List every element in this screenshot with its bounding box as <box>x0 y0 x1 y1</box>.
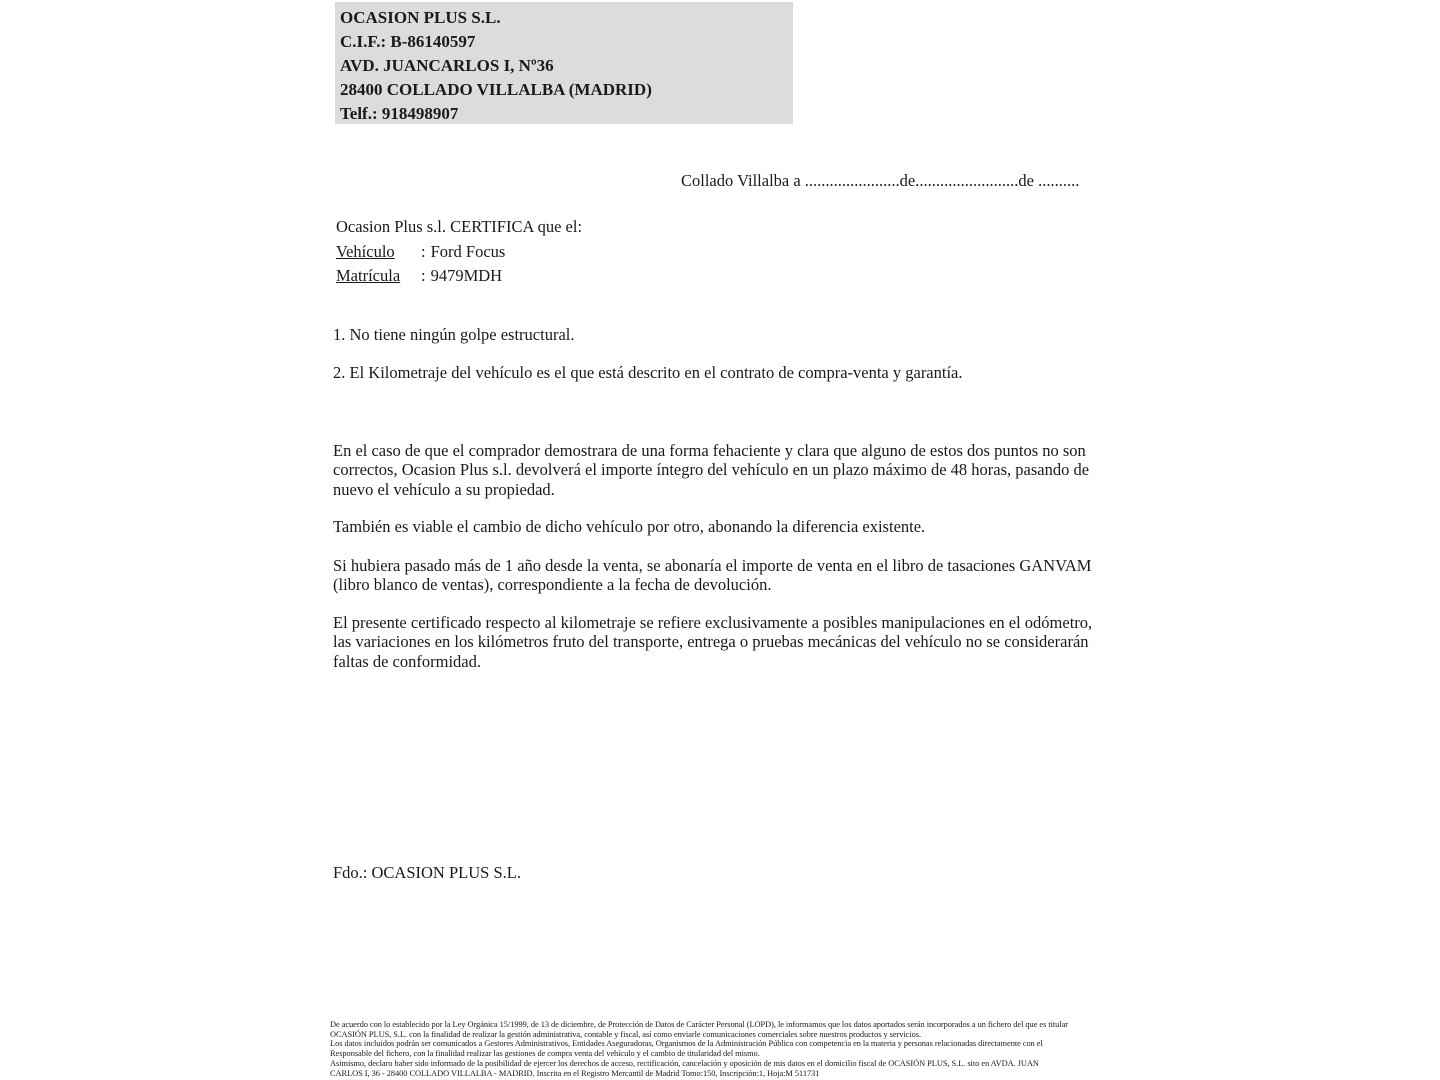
company-address: AVD. JUANCARLOS I, Nº36 <box>340 56 554 75</box>
company-header-box <box>335 2 793 124</box>
company-phone: Telf.: 918498907 <box>340 104 459 123</box>
date-fill-in-line: Collado Villalba a .......................de.........................de .......... <box>681 171 1080 190</box>
vehicle-value: Ford Focus <box>430 242 506 261</box>
exchange-paragraph: También es viable el cambio de dicho vehículo por otro, abonando la diferencia existente. <box>333 517 926 536</box>
signature-line: Fdo.: OCASION PLUS S.L. <box>333 863 521 882</box>
company-cif: C.I.F.: B-86140597 <box>340 32 476 51</box>
legal-footer <box>330 1020 1068 1078</box>
legal-line-6: CARLOS I, 36 - 28400 COLLADO VILLALBA - MADRID. Inscrita en el Registro Mercantil de Madrid Tomo:150, Inscripción:1, Hoja:M 511731 <box>330 1068 820 1078</box>
plate-field-row <box>336 264 505 288</box>
odometer-paragraph: El presente certificado respecto al kilometraje se refiere exclusivamente a posibles manipulaciones en el odómetro, las variaciones en los kilómetros fruto del transporte, entrega o pruebas mecánicas del vehículo no se considerarán faltas de conformidad. <box>333 613 1093 671</box>
legal-line-1: De acuerdo con lo establecido por la Ley Orgánica 15/1999, de 13 de diciembre, de Protección de Datos de Carácter Personal (LOPD), le informamos que los datos aportados serán incorporados a un fichero del que es titular <box>330 1020 1068 1029</box>
vehicle-field-row <box>336 240 505 264</box>
refund-paragraph: En el caso de que el comprador demostrara de una forma fehaciente y clara que alguno de estos dos puntos no son correctos, Ocasion Plus s.l. devolverá el importe íntegro del vehículo en un plazo máximo de 48 horas, pasando de nuevo el vehículo a su propiedad. <box>333 441 1090 499</box>
certified-point-1: 1. No tiene ningún golpe estructural. <box>333 325 575 344</box>
certified-point-2: 2. El Kilometraje del vehículo es el que está descrito en el contrato de compra-venta y garantía. <box>333 363 963 382</box>
legal-line-3: Los datos incluidos podrán ser comunicados a Gestores Administrativos, Entidades Aseguradoras, Organismos de la Administración Pública con competencia en la materia y personas relacionadas directamente con el <box>330 1039 1043 1049</box>
legal-line-4: Responsable del fichero, con la finalidad realizar las gestiones de compra venta del vehículo y el cambio de titularidad del mismo. <box>330 1049 760 1059</box>
legal-line-2: OCASIÓN PLUS, S.L. con la finalidad de realizar la gestión administrativa, contable y fiscal, así como enviarle comunicaciones comerciales sobre nuestros productos y servicios. <box>330 1029 922 1039</box>
certify-intro-line: Ocasion Plus s.l. CERTIFICA que el: <box>336 217 583 236</box>
vehicle-colon: : <box>421 242 426 261</box>
company-name: OCASION PLUS S.L. <box>340 8 501 27</box>
vehicle-fields <box>336 240 505 287</box>
ganvam-paragraph: Si hubiera pasado más de 1 año desde la venta, se abonaría el importe de venta en el libro de tasaciones GANVAM (libro blanco de ventas), correspondiente a la fecha de devolución. <box>333 556 1092 595</box>
plate-label: Matrícula <box>336 265 401 285</box>
plate-colon: : <box>421 265 426 285</box>
vehicle-label: Vehículo <box>336 242 395 261</box>
legal-line-5: Asimismo, declaro haber sido informado de la posibilidad de ejercer los derechos de acceso, rectificación, cancelación y oposición de mis datos en el domicilio fiscal de OCASIÓN PLUS, S.L. sito en AVDA. JUAN <box>330 1058 1039 1068</box>
plate-value: 9479MDH <box>430 265 503 285</box>
company-city: 28400 COLLADO VILLALBA (MADRID) <box>340 80 652 99</box>
